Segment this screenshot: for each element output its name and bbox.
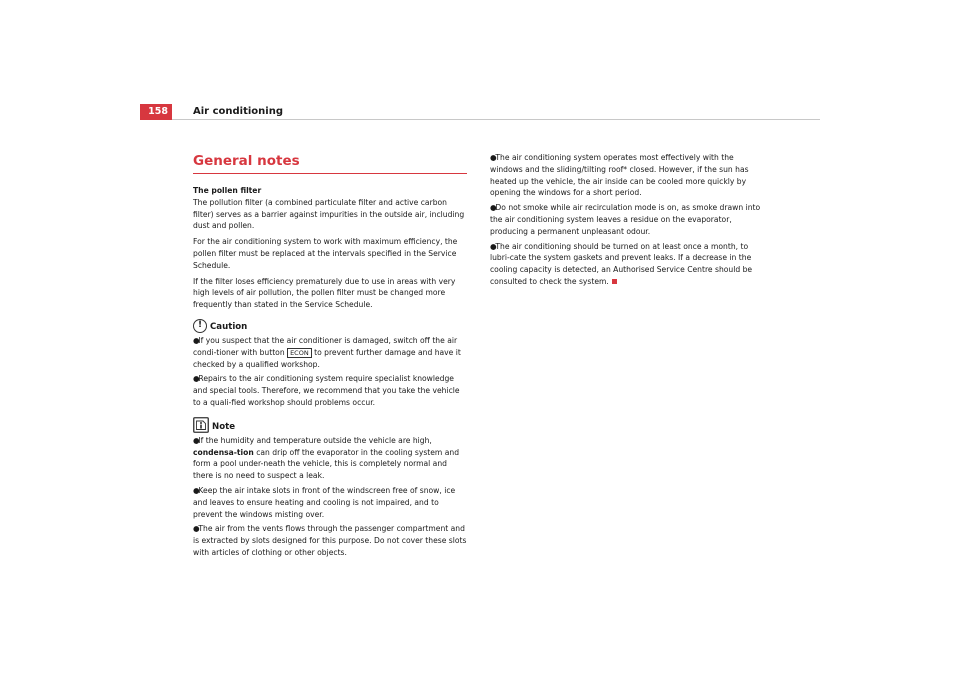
bullet-dot-icon: ● [193,335,200,345]
note-bullet-2 [193,485,467,520]
note-bullet-1-text-after: can drip off the evaporator in the cooling system and form a pool under-neath the vehicle, this is completely normal and there is no need to suspect a leak. [193,447,460,481]
bullet-dot-icon: ● [193,485,200,495]
bullet-dot-icon: ● [193,435,200,445]
note-bullet-3 [193,523,467,558]
page-number: 158 [140,104,172,120]
chapter-title: Air conditioning [193,106,283,117]
caution-bullet-2 [193,373,467,408]
caution-label: Caution [210,321,248,332]
section-end-marker-icon [612,279,617,284]
note-bullet-1 [193,435,467,482]
right-bullet-2 [490,202,766,237]
caution-exclamation-icon: ! [193,319,207,333]
right-bullet-3 [490,241,766,288]
econ-button-symbol: ECON [287,348,312,358]
bullet-dot-icon: ● [193,524,200,534]
right-bullet-1-text: The air conditioning system operates most effectively with the windows and the sliding/tilting roof* closed. However, if the sun has heated up the vehicle, the air inside can be cooled more quickly by opening the windows for a short period. [490,153,749,198]
right-bullet-3-text: The air conditioning should be turned on at least once a month, to lubri-cate the system gaskets and prevent leaks. If a decrease in the cooling capacity is detected, an Authorised Service Centre should be consulted to check the system. [490,241,753,286]
bullet-dot-icon: ● [490,203,497,213]
bullet-dot-icon: ● [193,374,200,384]
note-bullet-1-text-before: If the humidity and temperature outside the vehicle are high, [198,435,432,445]
section-heading: General notes [193,152,467,174]
caution-bullet-1-text-before: If you suspect that the air conditioner is damaged, switch off the air condi-tioner with button [193,335,458,357]
caution-bullet-1 [193,335,467,370]
caution-header [193,319,467,333]
caution-bullet-2-text: Repairs to the air conditioning system require specialist knowledge and special tools. Therefore, we recommend that you take the vehicle to a quali-fied workshop should problems occur. [193,374,460,407]
note-label: Note [212,421,236,432]
note-info-icon [193,417,209,433]
note-bullet-3-text: The air from the vents flows through the passenger compartment and is extracted by slots designed for this purpose. Do not cover these slots with articles of clothing or other objects. [193,524,467,557]
pollen-paragraph-3: If the filter loses efficiency prematurely due to use in areas with very high levels of air pollution, the pollen filter must be changed more frequently than stated in the Service Schedule. [193,276,456,310]
right-column [490,152,766,291]
pollen-paragraph-1: The pollution filter (a combined particulate filter and active carbon filter) serves as a barrier against impurities in the outside air, including dust and pollen. [193,197,465,231]
note-header [193,417,467,433]
note-bullet-2-text: Keep the air intake slots in front of the windscreen free of snow, ice and leaves to ensure heating and cooling is not impaired, and to prevent the windows misting over. [193,485,456,519]
bullet-dot-icon: ● [490,153,497,162]
caution-bullet-1-text-after: to prevent further damage and have it checked by a qualified workshop. [193,347,461,369]
left-column [193,152,467,562]
pollen-subheading: The pollen filter [193,186,262,195]
bullet-dot-icon: ● [490,241,497,251]
right-bullet-2-text: Do not smoke while air recirculation mode is on, as smoke drawn into the air conditioning system leaves a residue on the evaporator, producing a permanent unpleasant odour. [490,203,761,236]
right-bullet-1 [490,152,766,199]
pollen-paragraph-2: For the air conditioning system to work with maximum efficiency, the pollen filter must be replaced at the intervals specified in the Service Schedule. [193,237,458,270]
header-rule [172,119,820,120]
note-bullet-1-bold: condensa-tion [193,447,254,457]
